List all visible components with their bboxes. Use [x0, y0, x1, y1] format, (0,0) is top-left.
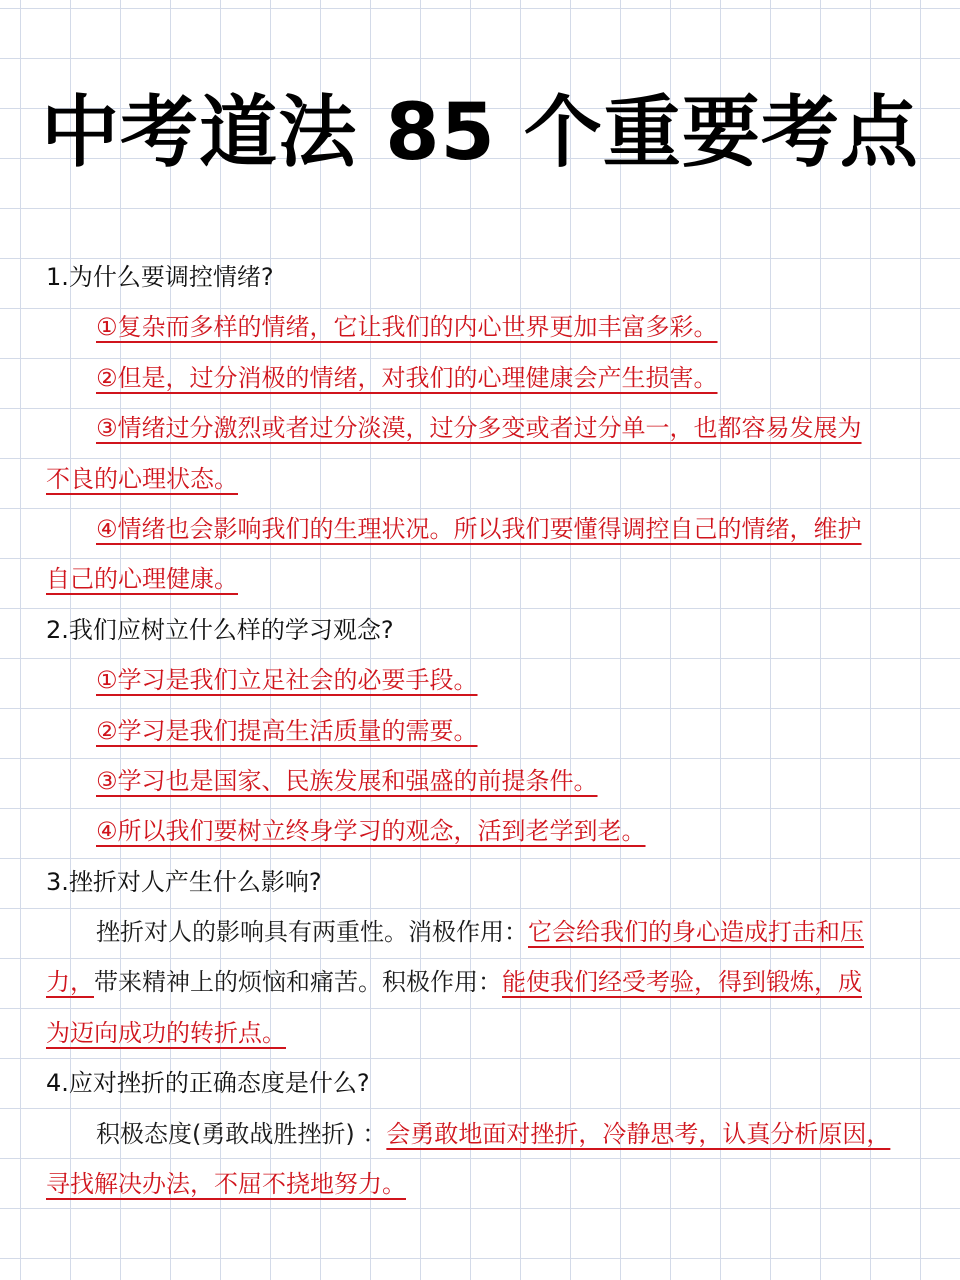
answer-2-4 — [46, 806, 916, 856]
answer-3-negative-line2: 力， — [46, 968, 94, 997]
answer-1-1-text: ①复杂而多样的情绪，它让我们的内心世界更加丰富多彩。 — [96, 313, 718, 342]
question-3 — [46, 857, 916, 907]
question-2 — [46, 605, 916, 655]
answer-2-2 — [46, 706, 916, 756]
answer-1-1 — [46, 302, 916, 352]
answer-3-negative-line1: 它会给我们的身心造成打击和压 — [528, 918, 864, 947]
page-title: 中考道法 85 个重要考点 — [41, 88, 919, 178]
answer-2-3-text: ③学习也是国家、民族发展和强盛的前提条件。 — [96, 766, 598, 795]
answer-1-2-text: ②但是，过分消极的情绪，对我们的心理健康会产生损害。 — [96, 363, 718, 392]
question-4 — [46, 1058, 916, 1108]
answer-4-text-line1: 会勇敢地面对挫折，冷静思考，认真分析原因， — [386, 1119, 891, 1148]
answer-3-middle: 带来精神上的烦恼和痛苦。积极作用： — [94, 968, 502, 997]
answer-2-2-text: ②学习是我们提高生活质量的需要。 — [96, 716, 478, 745]
answer-3-line1 — [46, 907, 916, 957]
answer-3-line3 — [46, 1008, 916, 1058]
answer-4-line1 — [46, 1109, 916, 1159]
answer-1-2 — [46, 353, 916, 403]
content-body — [46, 252, 916, 1209]
question-2-text: 2.我们应树立什么样的学习观念? — [46, 615, 394, 644]
answer-1-3-line1 — [46, 403, 916, 453]
answer-3-line2 — [46, 957, 916, 1007]
answer-2-1 — [46, 655, 916, 705]
answer-1-4-text-line1: ④情绪也会影响我们的生理状况。所以我们要懂得调控自己的情绪，维护 — [96, 514, 862, 543]
question-1 — [46, 252, 916, 302]
answer-1-4-text-line2: 自己的心理健康。 — [46, 565, 238, 594]
answer-2-1-text: ①学习是我们立足社会的必要手段。 — [96, 666, 478, 695]
answer-1-4-line1 — [46, 504, 916, 554]
answer-4-text-line2: 寻找解决办法，不屈不挠地努力。 — [46, 1170, 406, 1199]
answer-4-intro: 积极态度(勇敢战胜挫折) ： — [96, 1119, 387, 1148]
answer-3-positive-line1: 能使我们经受考验，得到锻炼，成 — [502, 968, 862, 997]
question-3-text: 3.挫折对人产生什么影响? — [46, 867, 322, 896]
answer-1-3-text-line2: 不良的心理状态。 — [46, 464, 238, 493]
answer-1-4-line2 — [46, 554, 916, 604]
answer-3-intro: 挫折对人的影响具有两重性。消极作用： — [96, 918, 528, 947]
answer-3-positive-line2: 为迈向成功的转折点。 — [46, 1018, 286, 1047]
answer-1-3-line2 — [46, 454, 916, 504]
answer-4-line2 — [46, 1159, 916, 1209]
question-4-text: 4.应对挫折的正确态度是什么? — [46, 1069, 370, 1098]
question-1-text: 1.为什么要调控情绪? — [46, 263, 274, 291]
answer-2-4-text: ④所以我们要树立终身学习的观念，活到老学到老。 — [96, 817, 646, 846]
answer-2-3 — [46, 756, 916, 806]
answer-1-3-text-line1: ③情绪过分激烈或者过分淡漠，过分多变或者过分单一，也都容易发展为 — [96, 414, 862, 443]
